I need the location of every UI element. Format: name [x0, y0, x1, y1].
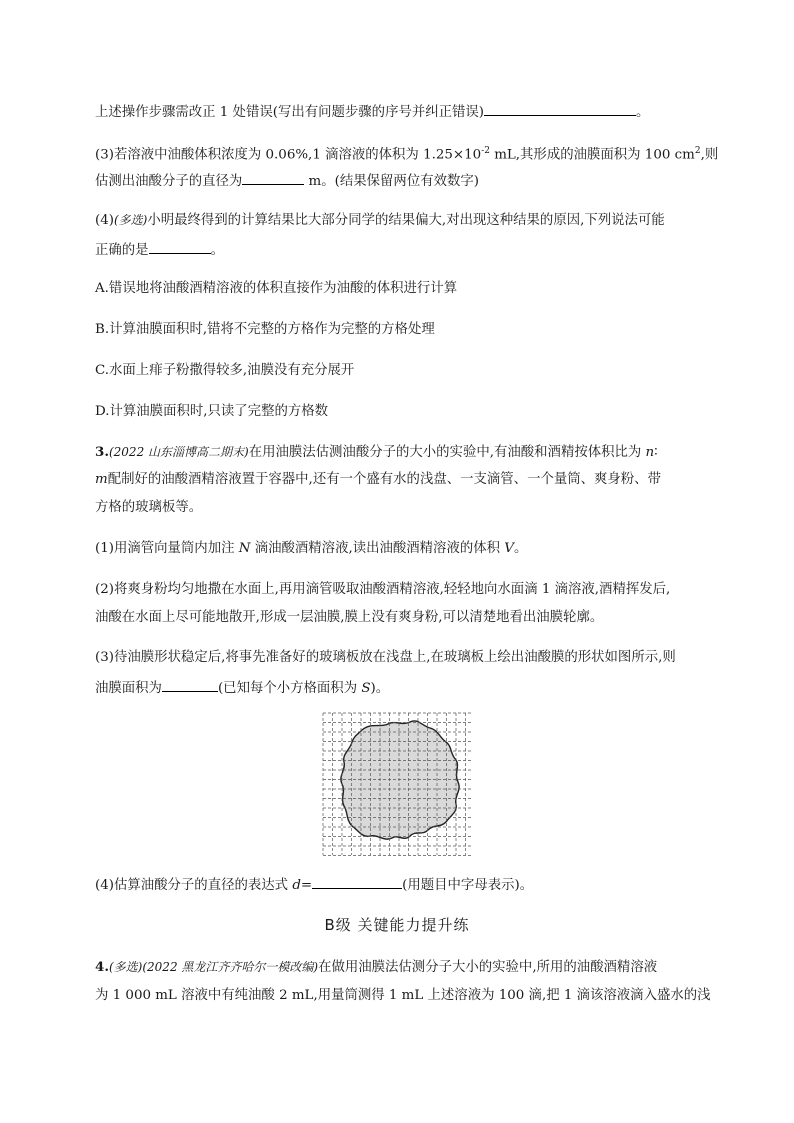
option-b: B.计算油膜面积时,错将不完整的方格作为完整的方格处理: [95, 322, 435, 337]
problem-3-line: 3.(2022 山东淄博高二期末)在用油膜法估测油酸分子的大小的实验中,有油酸和酒精按体积比为 n∶: [95, 444, 658, 460]
question-4-line-2: 正确的是 。: [95, 239, 699, 261]
step-3-line-2: 油膜面积为 (已知每个小方格面积为 S)。: [95, 677, 699, 699]
step-2-line: (2)将爽身粉均匀地撒在水面上,再用滴管吸取油酸酒精溶液,轻轻地向水面滴 1 滴溶液,酒精挥发后,: [95, 582, 671, 597]
question-4-line: (4)(多选)小明最终得到的计算结果比大部分同学的结果偏大,对出现这种结果的原因,下列说法可能: [95, 213, 665, 228]
answer-blank[interactable]: [484, 101, 636, 116]
question-3-line: (3)若溶液中油酸体积浓度为 0.06%,1 滴溶液的体积为 $1.25\times 10^{-2}$ mL,其形成的油膜面积为 100 $cm^2$,则: [95, 146, 719, 163]
problem-3-line-3: 方格的玻璃板等。: [95, 500, 203, 515]
option-d: D.计算油膜面积时,只读了完整的方格数: [95, 404, 329, 419]
answer-blank[interactable]: [312, 874, 402, 889]
answer-blank[interactable]: [162, 677, 218, 692]
step-4-line: (4)估算油酸分子的直径的表达式 d= (用题目中字母表示)。: [95, 874, 699, 896]
problem-3-line-2: m配制好的油酸酒精溶液置于容器中,还有一个盛有水的浅盘、一支滴管、一个量筒、爽身粉、带: [95, 472, 661, 487]
text-line: 上述操作步骤需改正 1 处错误(写出有问题步骤的序号并纠正错误) 。: [95, 101, 699, 123]
step-1-line: (1)用滴管向量筒内加注 N 滴油酸酒精溶液,读出油酸酒精溶液的体积 V。: [95, 541, 528, 556]
oil-film-grid-figure: [322, 712, 474, 856]
answer-blank[interactable]: [149, 239, 211, 254]
problem-4-line-2: 为 1 000 mL 溶液中有纯油酸 2 mL,用量筒测得 1 mL 上述溶液为 100 滴,把 1 滴该溶液滴入盛水的浅: [95, 988, 711, 1003]
question-3-line-2: 估测出油酸分子的直径为 m。(结果保留两位有效数字): [95, 170, 699, 192]
problem-4-line: 4.(多选)(2022 黑龙江齐齐哈尔一模改编)在做用油膜法估测分子大小的实验中,所用的油酸酒精溶液: [95, 959, 658, 975]
section-heading: B级 关键能力提升练: [324, 916, 470, 934]
answer-blank[interactable]: [242, 170, 304, 185]
step-3-line: (3)待油膜形状稳定后,将事先准备好的玻璃板放在浅盘上,在玻璃板上绘出油酸膜的形状如图所示,则: [95, 650, 676, 665]
step-2-line-2: 油酸在水面上尽可能地散开,形成一层油膜,膜上没有爽身粉,可以清楚地看出油膜轮廓。: [95, 610, 604, 625]
oil-film-outline: [341, 721, 459, 839]
option-c: C.水面上痱子粉撒得较多,油膜没有充分展开: [95, 363, 355, 378]
option-a: A.错误地将油酸酒精溶液的体积直接作为油酸的体积进行计算: [95, 281, 458, 296]
